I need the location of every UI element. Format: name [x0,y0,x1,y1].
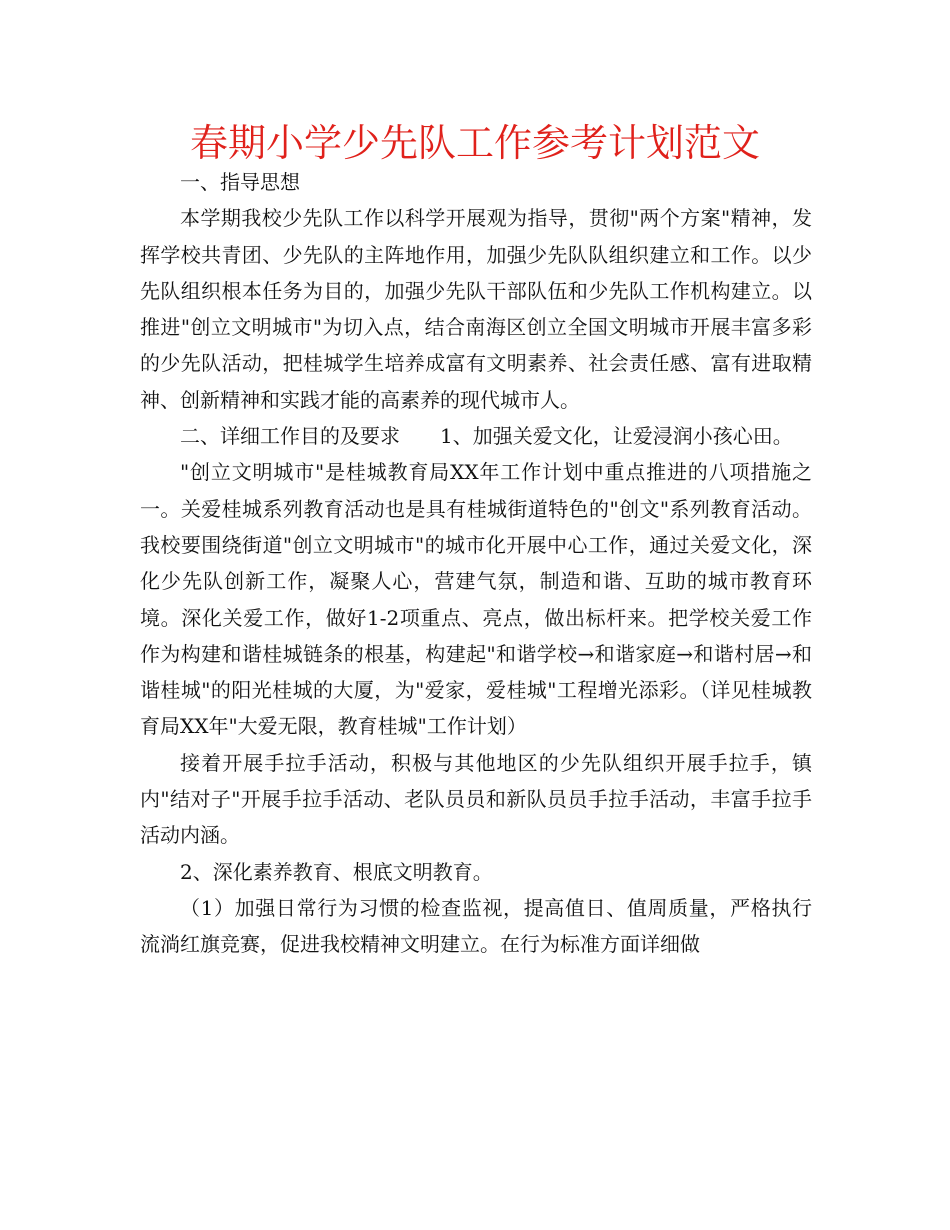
paragraph-civilized-city: "创立文明城市"是桂城教育局XX年工作计划中重点推进的八项措施之一。关爱桂城系列教育活动也是具有桂城街道特色的"创文"系列教育活动。我校要围绕街道"创立文明城市"的城市化开展中心工作，通过关爱文化，深化少先队创新工作，凝聚人心，营建气氛，制造和谐、互助的城市教育环境。深化关爱工作，做好1-2项重点、亮点，做出标杆来。把学校关爱工作作为构建和谐桂城链条的根基，构建起"和谐学校→和谐家庭→和谐村居→和谐桂城"的阳光桂城的大厦，为"爱家，爱桂城"工程增光添彩。（详见桂城教育局XX年"大爱无限，教育桂城"工作计划） [140,460,812,739]
document-body [140,164,812,963]
sub-heading-quality-education: 2、深化素养教育、根底文明教育。 [180,859,493,884]
paragraph-hand-in-hand: 接着开展手拉手活动，积极与其他地区的少先队组织开展手拉手，镇内"结对子"开展手拉手活动、老队员员和新队员员手拉手活动，丰富手拉手活动内涵。 [140,750,812,848]
section-heading-guiding-thought: 一、指导思想 [180,170,300,194]
document-title: 春期小学少先队工作参考计划范文 [189,121,760,165]
section-heading-goals [140,418,812,454]
section-heading-goals-label: 二、详细工作目的及要求 [180,424,400,449]
sub-heading-care-culture: 1、加强关爱文化，让爱浸润小孩心田。 [440,424,793,449]
paragraph-daily-behavior: （1）加强日常行为习惯的检查监视，提高值日、值周质量，严格执行流淌红旗竞赛，促进我校精神文明建立。在行为标准方面详细做 [140,895,812,957]
paragraph-guiding-thought: 本学期我校少先队工作以科学开展观为指导，贯彻"两个方案"精神，发挥学校共青团、少先队的主阵地作用，加强少先队队组织建立和工作。以少先队组织根本任务为目的，加强少先队干部队伍和少先队工作机构建立。以推进"创立文明城市"为切入点，结合南海区创立全国文明城市开展丰富多彩的少先队活动，把桂城学生培养成富有文明素养、社会责任感、富有进取精神、创新精神和实践才能的高素养的现代城市人。 [140,206,812,412]
